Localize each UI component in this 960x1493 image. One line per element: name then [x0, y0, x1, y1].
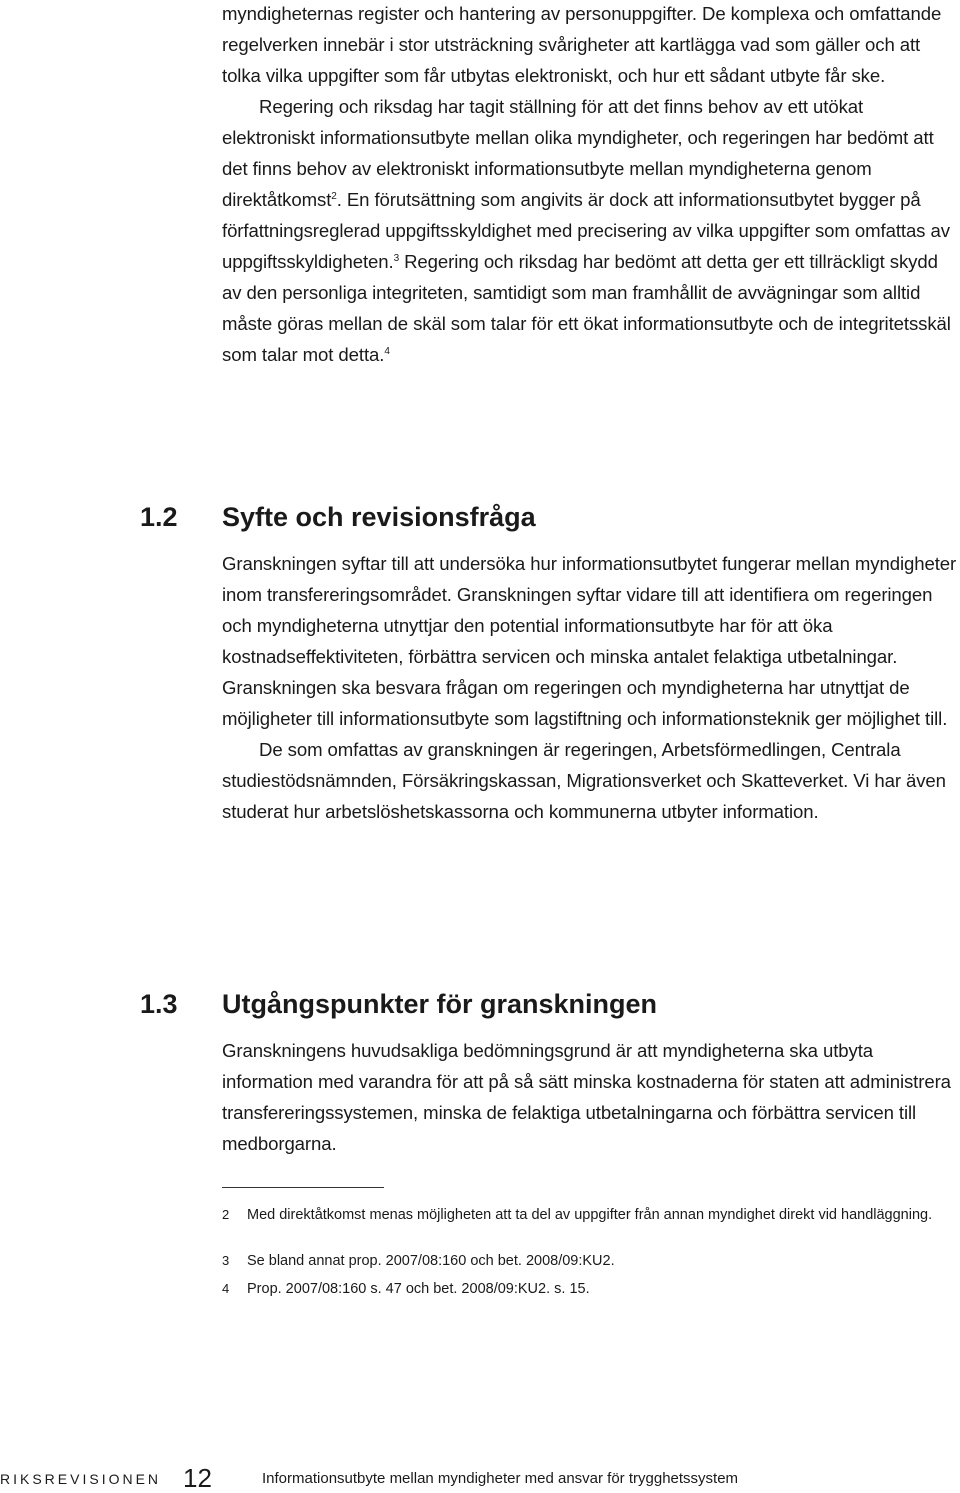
- footer-report-title: Informationsutbyte mellan myndigheter med ansvar för trygghetssystem: [262, 1470, 739, 1487]
- footnote-text: Se bland annat prop. 2007/08:160 och bet. 2008/09:KU2.: [247, 1253, 615, 1269]
- footnote-ref: 2: [331, 191, 337, 202]
- footnote: [222, 1279, 942, 1299]
- section-number: 1.3: [140, 989, 178, 1019]
- paragraph: [222, 91, 960, 370]
- body-text: [222, 0, 960, 370]
- section-text: [222, 1035, 960, 1159]
- paragraph-text: . En förutsättning som angivits är dock att informationsutbytet bygger på författningsreglerad uppgiftsskyldighet med precisering av vilka uppgifter som omfattas av uppgiftsskyldigheten.: [222, 189, 950, 272]
- footnote-text: Med direktåtkomst menas möjligheten att ta del av uppgifter från annan myndighet direkt vid handläggning.: [247, 1207, 933, 1223]
- paragraph: myndigheternas register och hantering av personuppgifter. De komplexa och omfattande regelverken innebär i stor utsträckning svårigheter att kartlägga vad som gäller och att tolka vilka uppgifter som får utbytas elektroniskt, och hur ett sådant utbyte får ske.: [222, 3, 942, 86]
- footnote: [222, 1251, 942, 1271]
- footnote-number: 4: [222, 1281, 230, 1296]
- paragraph: Granskningen syftar till att undersöka hur informationsutbytet fungerar mellan myndigheter inom transfereringsområdet. Granskningen syftar vidare till att identifiera om regeringen och myndigheterna utnyttjar den potential informationsutbyte har för att öka kostnadseffektiviteten, förbättra servicen och minska antalet felaktiga utbetalningar. Granskningen ska besvara frågan om regeringen och myndigheterna har utnyttjat de möjligheter till informationsutbyte som lagstiftning och informationsteknik ger möjlighet till.: [222, 553, 957, 729]
- footnote-number: 3: [222, 1253, 230, 1268]
- footnote-ref: 4: [384, 346, 390, 357]
- section-title: Syfte och revisionsfråga: [222, 502, 536, 532]
- footer-page-number: 12: [183, 1463, 212, 1493]
- footnote: [222, 1205, 942, 1225]
- footnote-ref: 3: [393, 253, 400, 264]
- section-number: 1.2: [140, 502, 178, 532]
- footnote-divider: [222, 1187, 384, 1188]
- section-title: Utgångspunkter för granskningen: [222, 989, 658, 1019]
- footer-publisher: RIKSREVISIONEN: [0, 1471, 162, 1487]
- paragraph: Granskningens huvudsakliga bedömningsgrund är att myndigheterna ska utbyta information med varandra för att på så sätt minska kostnaderna för staten att administrera transfereringssystemen, minska de felaktiga utbetalningarna och förbättra servicen till medborgarna.: [222, 1040, 951, 1154]
- paragraph-text: Regering och riksdag har tagit ställning för att det finns behov av ett utökat elektroniskt informationsutbyte mellan olika myndigheter, och regeringen har bedömt att det finns behov av elektroniskt informationsutbyte mellan myndigheterna genom direktåtkomst: [222, 96, 934, 210]
- paragraph: De som omfattas av granskningen är regeringen, Arbetsförmedlingen, Centrala studiestödsnämnden, Försäkringskassan, Migrationsverket och Skatteverket. Vi har även studerat hur arbetslöshetskassorna och kommunerna utbyter information.: [222, 739, 946, 822]
- paragraph-text: Regering och riksdag har bedömt att detta ger ett tillräckligt skydd av den personliga integriteten, samtidigt som man framhållit de avvägningar som alltid måste göras mellan de skäl som talar för ett ökat informationsutbyte och de integritetsskäl som talar mot detta.: [222, 251, 951, 365]
- footnote-text: Prop. 2007/08:160 s. 47 och bet. 2008/09:KU2. s. 15.: [247, 1281, 590, 1297]
- section-text: [222, 548, 960, 827]
- footnote-number: 2: [222, 1207, 230, 1222]
